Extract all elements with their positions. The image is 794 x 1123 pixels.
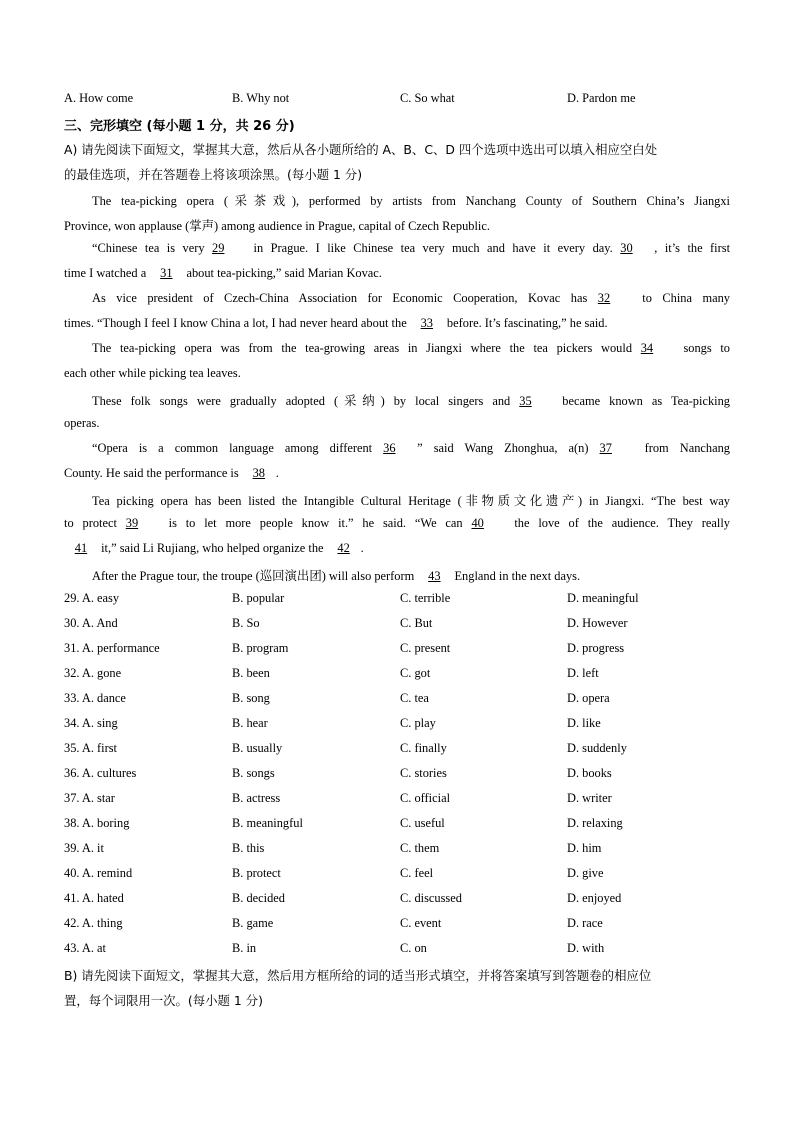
passage-p2-line2: time I watched a 31 about tea-picking,” said Marian Kovac. — [64, 266, 382, 280]
option-d: D. progress — [567, 641, 625, 655]
passage-p1-line1: The tea-picking opera (采茶戏), performed by artists from Nanchang County of Southern China’s Jiangxi — [92, 194, 730, 208]
option-b: B. popular — [232, 591, 285, 605]
blank-42: 42 — [337, 541, 350, 555]
prev-question-options — [64, 91, 734, 111]
question-row — [64, 866, 734, 886]
blank-33: 33 — [420, 316, 433, 330]
option-c: C. on — [400, 941, 427, 955]
option-d: D. race — [567, 916, 603, 930]
option-a: 33. A. dance — [64, 691, 126, 705]
blank-31: 31 — [160, 266, 173, 280]
option-c: C. them — [400, 841, 440, 855]
option-c: C. official — [400, 791, 451, 805]
passage-p5-line2: operas. — [64, 416, 100, 430]
option-d: D. enjoyed — [567, 891, 622, 905]
option-c: C. play — [400, 716, 436, 730]
passage-p7-line3: 41 it,” said Li Rujiang, who helped organize the 42 . — [64, 541, 730, 556]
option-b: B. hear — [232, 716, 268, 730]
blank-41: 41 — [74, 541, 88, 555]
option-b: B. this — [232, 841, 265, 855]
instruction-line-1: A) 请先阅读下面短文，掌握其大意，然后从各小题所给的 A、B、C、D 四个选项中选出可以填入相应空白处 — [64, 142, 658, 157]
blank-29: 29 — [212, 241, 225, 255]
option-c: C. finally — [400, 741, 447, 755]
question-row — [64, 791, 734, 811]
option-d: D. him — [567, 841, 602, 855]
option-d: D. suddenly — [567, 741, 627, 755]
blank-43: 43 — [428, 569, 441, 583]
question-row — [64, 641, 734, 661]
option-b: B. actress — [232, 791, 281, 805]
option-d: D. writer — [567, 791, 612, 805]
option-c: C. feel — [400, 866, 434, 880]
blank-38: 38 — [252, 466, 265, 480]
question-row — [64, 591, 734, 611]
option-c: C. But — [400, 616, 433, 630]
passage-p4-line1: The tea-picking opera was from the tea-growing areas in Jiangxi where the tea pickers would 34 songs to — [92, 341, 730, 355]
question-row — [64, 816, 734, 836]
blank-34: 34 — [640, 341, 654, 355]
option-a: 34. A. sing — [64, 716, 118, 730]
option-d: D. give — [567, 866, 604, 880]
question-row — [64, 891, 734, 911]
option-b: B. song — [232, 691, 270, 705]
option-a: 31. A. performance — [64, 641, 160, 655]
option-b: B. decided — [232, 891, 285, 905]
option-c: C. tea — [400, 691, 429, 705]
blank-35: 35 — [519, 394, 532, 408]
option-b: B. protect — [232, 866, 281, 880]
section-b-instruction-line-1: B) 请先阅读下面短文，掌握其大意，然后用方框所给的词的适当形式填空，并将答案填写到答题卷的相应位 — [64, 968, 652, 983]
option-d: D. meaningful — [567, 591, 639, 605]
option-a: 37. A. star — [64, 791, 115, 805]
passage-p2-line1: “Chinese tea is very 29 in Prague. I like Chinese tea very much and have it every day. 30 , it’s the first — [92, 241, 731, 255]
option-a: 29. A. easy — [64, 591, 120, 605]
option-d: D. opera — [567, 691, 610, 705]
option-b: B. usually — [232, 741, 283, 755]
blank-40: 40 — [471, 516, 484, 530]
option-b: B. songs — [232, 766, 275, 780]
option-d: D. relaxing — [567, 816, 623, 830]
option-a: 35. A. first — [64, 741, 118, 755]
question-row — [64, 691, 734, 711]
blank-39: 39 — [125, 516, 139, 530]
option-c: C. discussed — [400, 891, 462, 905]
option-a: 42. A. thing — [64, 916, 123, 930]
option-a: 40. A. remind — [64, 866, 133, 880]
option-c: C. present — [400, 641, 451, 655]
option-b: B. meaningful — [232, 816, 303, 830]
option-a: A. How come — [64, 91, 134, 105]
passage-p3-line2: times. “Though I feel I know China a lot, I had never heard about the 33 before. It’s fascinating,” he said. — [64, 316, 608, 330]
passage-p8: After the Prague tour, the troupe (巡回演出团) will also perform 43 England in the next days. — [92, 569, 581, 583]
question-row — [64, 716, 734, 736]
question-row — [64, 766, 734, 786]
option-a: 41. A. hated — [64, 891, 124, 905]
option-c: C. So what — [400, 91, 455, 105]
passage-p4-line2: each other while picking tea leaves. — [64, 366, 241, 380]
option-b: B. been — [232, 666, 270, 680]
passage-p7-line2: to protect 39 is to let more people know it.” he said. “We can 40 the love of the audience. They really — [64, 516, 730, 530]
instruction-line-2: 的最佳选项，并在答题卷上将该项涂黑。(每小题 1 分) — [64, 167, 363, 182]
question-row — [64, 741, 734, 761]
option-c: C. terrible — [400, 591, 451, 605]
option-a: 32. A. gone — [64, 666, 122, 680]
question-row — [64, 616, 734, 636]
option-d: D. Pardon me — [567, 91, 636, 105]
option-a: 36. A. cultures — [64, 766, 137, 780]
option-a: 43. A. at — [64, 941, 106, 955]
passage-p1-line2: Province, won applause (掌声) among audience in Prague, capital of Czech Republic. — [64, 219, 490, 233]
option-d: D. left — [567, 666, 599, 680]
option-d: D. books — [567, 766, 612, 780]
question-row — [64, 841, 734, 861]
option-b: B. in — [232, 941, 257, 955]
blank-32: 32 — [597, 291, 611, 305]
blank-36: 36 — [383, 441, 396, 455]
passage-p6-line2: County. He said the performance is 38 . — [64, 466, 279, 480]
option-c: C. useful — [400, 816, 445, 830]
option-b: B. Why not — [232, 91, 290, 105]
section-heading: 三、完形填空 (每小题 1 分，共 26 分) — [64, 119, 295, 134]
question-row — [64, 666, 734, 686]
option-b: B. program — [232, 641, 289, 655]
blank-37: 37 — [599, 441, 612, 455]
passage-p6-line1: “Opera is a common language among different 36 ” said Wang Zhonghua, a(n) 37 from Nanchang — [92, 441, 730, 455]
option-d: D. However — [567, 616, 628, 630]
option-d: D. like — [567, 716, 601, 730]
question-row — [64, 916, 734, 936]
option-a: 30. A. And — [64, 616, 118, 630]
option-c: C. stories — [400, 766, 447, 780]
question-row — [64, 941, 734, 961]
section-b-instruction-line-2: 置，每个词限用一次。(每小题 1 分) — [64, 993, 263, 1008]
passage-p3-line1: As vice president of Czech-China Association for Economic Cooperation, Kovac has 32 to China many — [92, 291, 730, 305]
option-c: C. event — [400, 916, 442, 930]
option-c: C. got — [400, 666, 431, 680]
blank-30: 30 — [620, 241, 633, 255]
option-d: D. with — [567, 941, 605, 955]
option-b: B. So — [232, 616, 260, 630]
option-b: B. game — [232, 916, 274, 930]
option-a: 38. A. boring — [64, 816, 130, 830]
passage-p5-line1: These folk songs were gradually adopted (采纳) by local singers and 35 became known as Tea-picking — [92, 394, 730, 408]
option-a: 39. A. it — [64, 841, 104, 855]
passage-p7-line1: Tea picking opera has been listed the Intangible Cultural Heritage (非物质文化遗产) in Jiangxi. “The best way — [92, 494, 730, 508]
